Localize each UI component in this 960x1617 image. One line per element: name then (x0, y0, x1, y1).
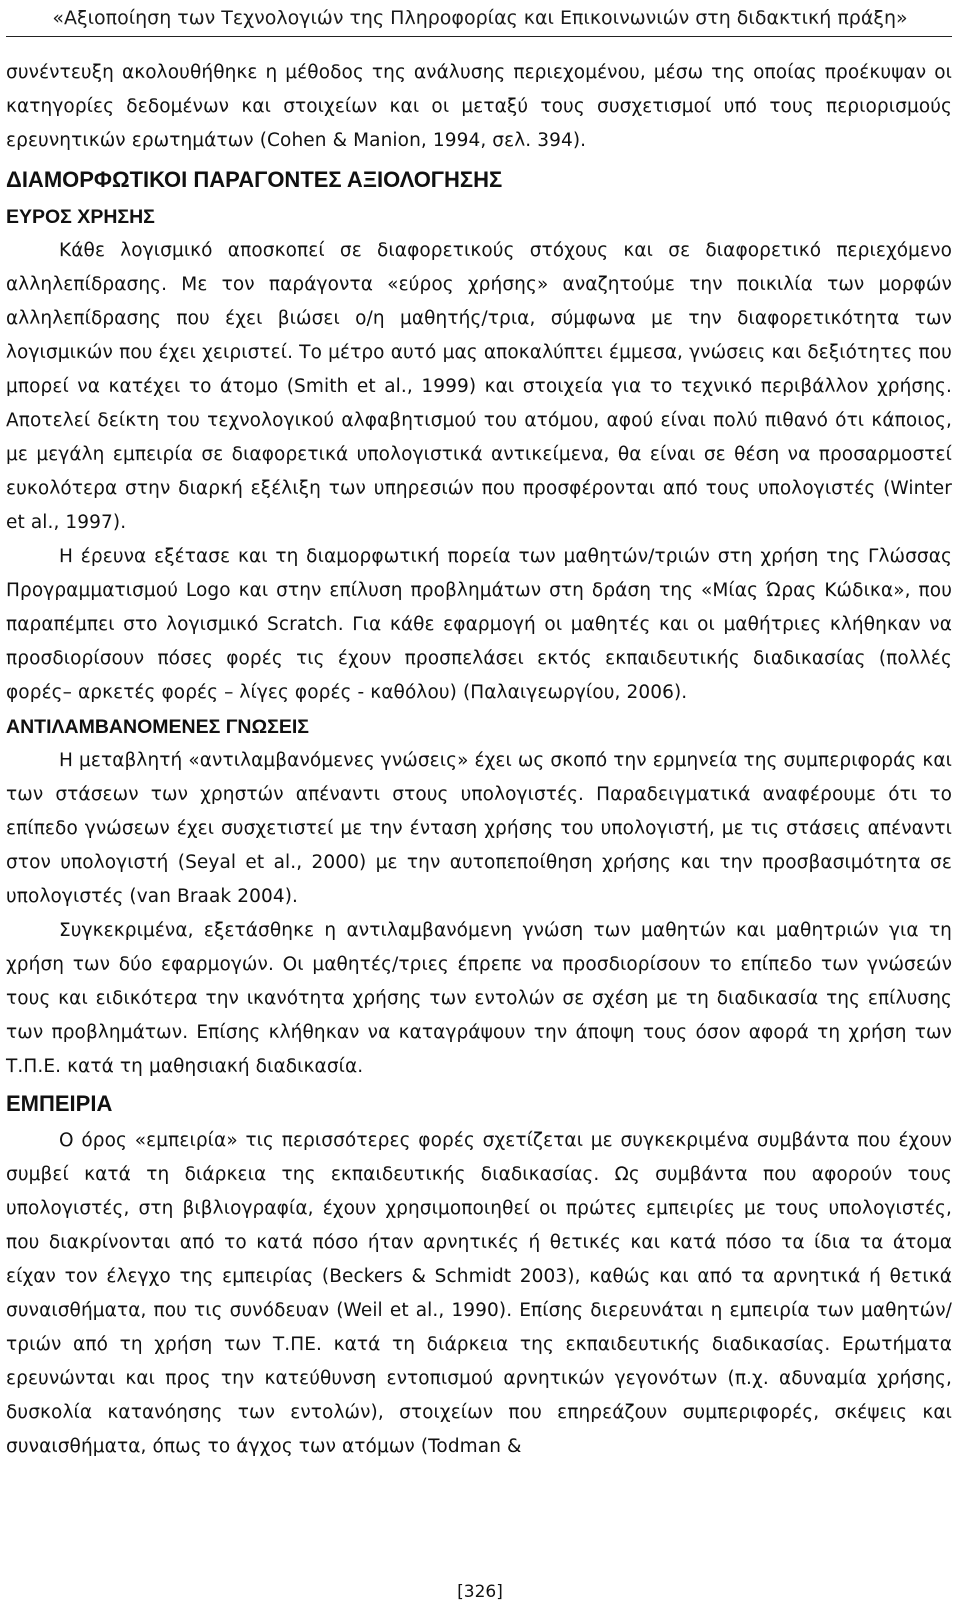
intro-paragraph: συνέντευξη ακολουθήθηκε η μέθοδος της ανάλυσης περιεχομένου, μέσω της οποίας προέκυψαν οι κατηγορίες δεδομένων και στοιχείων και οι μεταξύ τους συσχετισμοί υπό τους περιορισμούς ερευνητικών ερωτημάτων (Cohen & Manion, 1994, σελ. 394). (6, 62, 952, 151)
perceived-knowledge-paragraph-1: Η μεταβλητή «αντιλαμβανόμενες γνώσεις» έχει ως σκοπό την ερμηνεία της συμπεριφοράς και των στάσεων των χρηστών απέναντι στους υπολογιστές. Παραδειγματικά αναφέρουμε ότι το επίπεδο γνώσεων έχει συσχετιστεί με την ένταση χρήσης του υπολογιστή, με τις στάσεις απέναντι στον υπολογιστή (Seyal et al., 2000) με την αυτοπεποίθηση χρήσης και την προσβασιμότητα σε υπολογιστές (van Braak 2004). (6, 750, 953, 907)
page-body (6, 56, 952, 1464)
perceived-knowledge-paragraph-2: Συγκεκριμένα, εξετάσθηκε η αντιλαμβανόμενη γνώση των μαθητών και μαθητριών για τη χρήση των δύο εφαρμογών. Οι μαθητές/τριες έπρεπε να προσδιορίσουν το επίπεδο των γνώσεών τους και ειδικότερα την ικανότητα χρήσης των εντολών σε σχέση με τη διαδικασία της επίλυσης των προβλημάτων. Επίσης κλήθηκαν να καταγράψουν την άποψη τους όσον αφορά τη χρήση των Τ.Π.Ε. κατά τη μαθησιακή διαδικασία. (6, 920, 952, 1077)
usage-range-paragraph-2: Η έρευνα εξέτασε και τη διαμορφωτική πορεία των μαθητών/τριών στη χρήση της Γλώσσας Προγραμματισμού Logo και στην επίλυση προβλημάτων στη δράση της «Μίας Ώρας Κώδικα», που παραπέμπει στο λογισμικό Scratch. Για κάθε εφαρμογή οι μαθητές και οι μαθήτριες κλήθηκαν να προσδιορίσουν πόσες φορές τις έχουν προσπελάσει εκτός εκπαιδευτικής διαδικασίας (πολλές φορές– αρκετές φορές – λίγες φορές - καθόλου) (Παλαιγεωργίου, 2006). (6, 546, 952, 703)
page-number: [326] (457, 1582, 503, 1602)
running-header: «Αξιοποίηση των Τεχνολογιών της Πληροφορίας και Επικοινωνιών στη διδακτική πράξη» (52, 7, 908, 29)
section-heading: ΔΙΑΜΟΡΦΩΤΙΚΟΙ ΠΑΡΑΓΟΝΤΕΣ ΑΞΙΟΛΟΓΗΣΗΣ (6, 167, 503, 192)
subsection-heading-perceived-knowledge: ΑΝΤΙΛΑΜΒΑΝΟΜΕΝΕΣ ΓΝΩΣΕΙΣ (6, 716, 309, 738)
usage-range-paragraph-1: Κάθε λογισμικό αποσκοπεί σε διαφορετικούς στόχους και σε διαφορετικό περιεχόμενο αλληλεπίδρασης. Με τον παράγοντα «εύρος χρήσης» αναζητούμε την ποικιλία των μορφών αλληλεπίδρασης που έχει βιώσει ο/η μαθητής/τρια, σύμφωνα με την διαφορετικότητα των λογισμικών που έχει χειριστεί. Το μέτρο αυτό μας αποκαλύπτει έμμεσα, γνώσεις και δεξιότητες που μπορεί να κατέχει το άτομο (Smith et al., 1999) και στοιχεία για το τεχνικό περιβάλλον χρήσης. Αποτελεί δείκτη του τεχνολογικού αλφαβητισμού του ατόμου, αφού είναι πολύ πιθανό ότι κάποιος, με μεγάλη εμπειρία σε διαφορετικά υπολογιστικά αντικείμενα, θα είναι σε θέση να προσαρμοστεί ευκολότερα στην διαρκή εξέλιξη των υπηρεσιών που προσφέρονται από τους υπολογιστές (Winter et al., 1997). (6, 240, 952, 533)
subsection-heading-experience: ΕΜΠΕΙΡΙΑ (6, 1091, 113, 1116)
experience-paragraph-1: Ο όρος «εμπειρία» τις περισσότερες φορές σχετίζεται με συγκεκριμένα συμβάντα που έχουν συμβεί κατά τη διάρκεια της εκπαιδευτικής διαδικασίας. Ως συμβάντα που αφορούν τους υπολογιστές, στη βιβλιογραφία, έχουν χρησιμοποιηθεί οι πρώτες εμπειρίες με τους υπολογιστές, που διακρίνονται από το κατά πόσο ήταν αρνητικές ή θετικές και κατά πόσο τα ίδια τα άτομα είχαν τον έλεγχο της εμπειρίας (Beckers & Schmidt 2003), καθώς και από τα αρνητικά ή θετικά συναισθήματα, που τις συνόδευαν (Weil et al., 1990). Επίσης διερευνάται η εμπειρία των μαθητών/τριών από τη χρήση των Τ.ΠΕ. κατά τη διάρκεια της εκπαιδευτικής διαδικασίας. Ερωτήματα ερευνώνται και προς την κατεύθυνση εντοπισμού αρνητικών γεγονότων (π.χ. αδυναμία χρήσης, δυσκολία κατανόησης των εντολών), στοιχείων που επηρεάζουν συμπεριφορές, σκέψεις και συναισθήματα, όπως το άγχος των ατόμων (Todman & (6, 1130, 952, 1457)
subsection-heading-usage-range: ΕΥΡΟΣ ΧΡΗΣΗΣ (6, 206, 155, 228)
header-rule (6, 36, 952, 37)
